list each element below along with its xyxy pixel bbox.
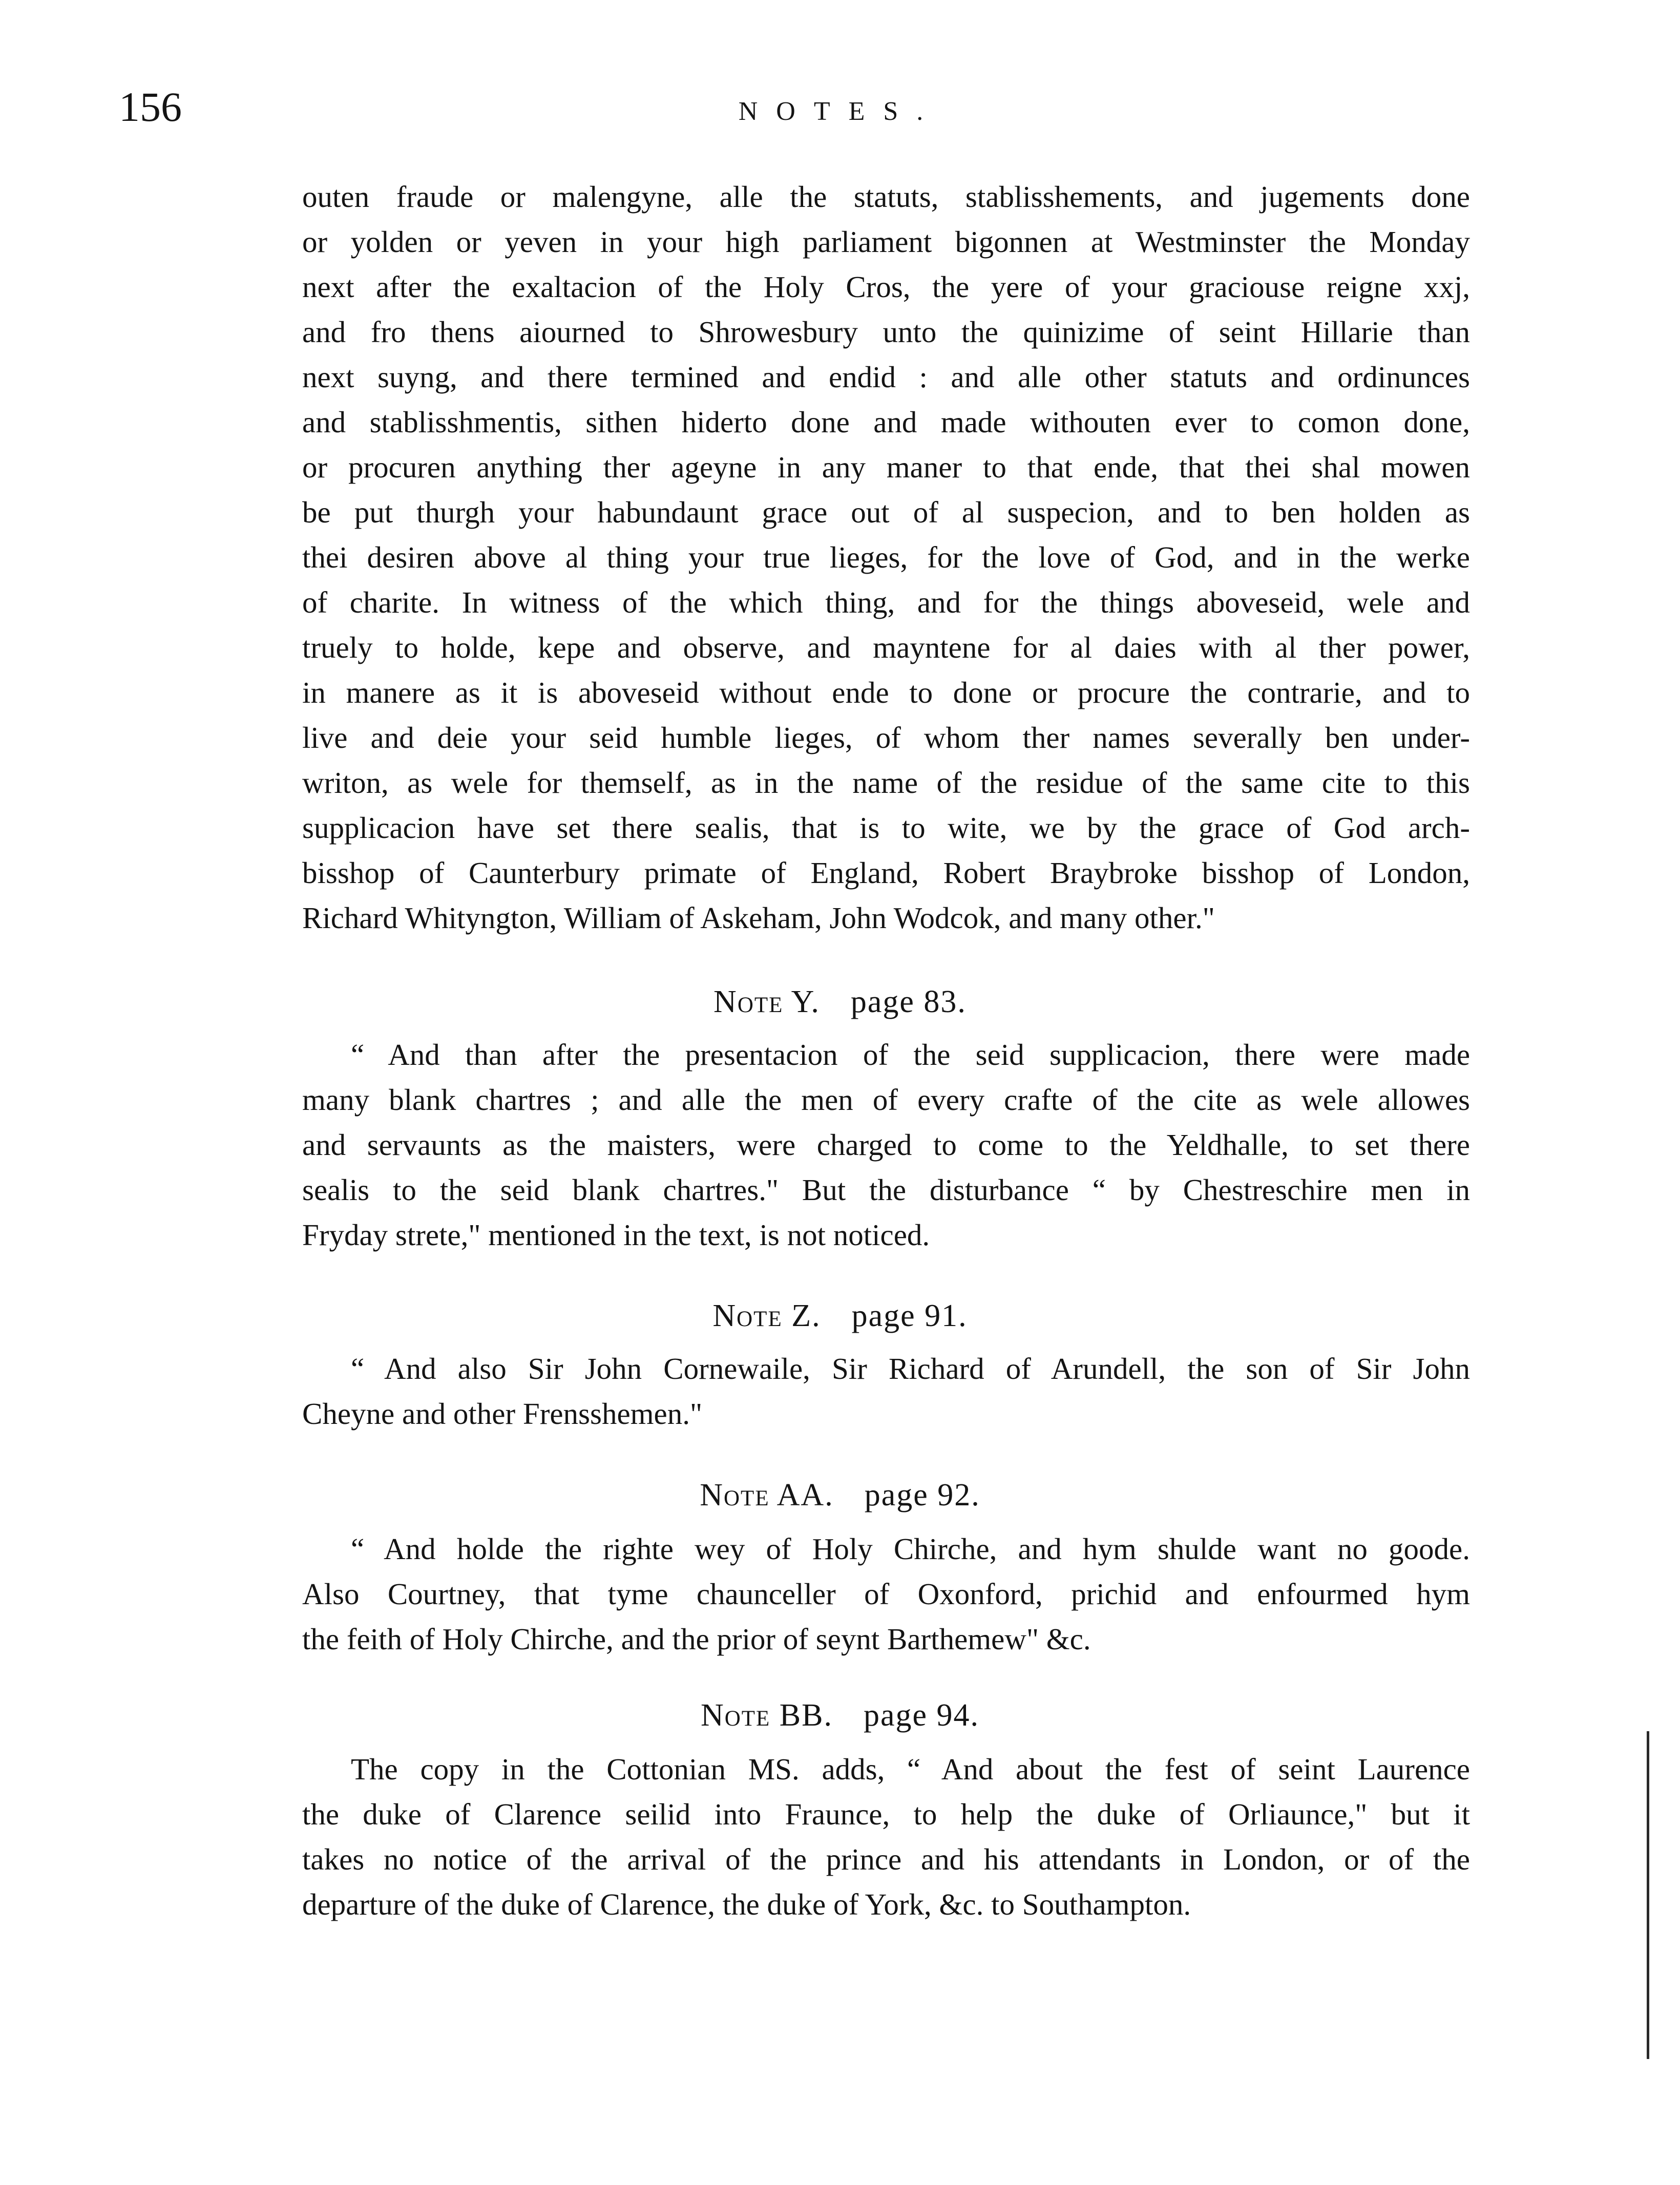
note-page-ref: page 94. <box>864 1698 980 1733</box>
note-label: Note Y. <box>713 984 820 1019</box>
text-line: and fro thens aiourned to Shrowesbury unto the quinizime of seint Hillarie than <box>302 315 1470 349</box>
text-line: next after the exaltacion of the Holy Cros, the yere of your graciouse reigne xxj, <box>302 270 1470 304</box>
note-page-ref: page 91. <box>851 1298 968 1333</box>
note-heading <box>0 1300 1680 1332</box>
text-line: departure of the duke of Clarence, the duke of York, &c. to Southampton. <box>302 1887 1191 1921</box>
note-heading <box>0 1479 1680 1511</box>
note-page-ref: page 92. <box>864 1478 980 1512</box>
note-paragraph <box>302 1032 1470 1257</box>
text-line: truely to holde, kepe and observe, and mayntene for al daies with al ther power, <box>302 631 1470 664</box>
text-line: Cheyne and other Frensshemen." <box>302 1397 703 1431</box>
text-line: many blank chartres ; and alle the men of every crafte of the cite as wele allowes <box>302 1083 1470 1117</box>
text-line: and servaunts as the maisters, were charged to come to the Yeldhalle, to set there <box>302 1128 1470 1162</box>
note-heading <box>0 986 1680 1018</box>
margin-rule <box>1647 1731 1649 2059</box>
text-line: “ And holde the righte wey of Holy Chirche, and hym shulde want no goode. <box>351 1532 1470 1566</box>
text-line: Richard Whityngton, William of Askeham, John Wodcok, and many other." <box>302 901 1215 935</box>
text-line: “ And also Sir John Cornewaile, Sir Richard of Arundell, the son of Sir John <box>351 1352 1470 1385</box>
text-line: live and deie your seid humble lieges, of whom ther names severally ben under- <box>302 721 1470 754</box>
text-line: or procuren anything ther ageyne in any maner to that ende, that thei shal mowen <box>302 450 1470 484</box>
text-line: writon, as wele for themself, as in the name of the residue of the same cite to this <box>302 766 1470 800</box>
note-heading <box>0 1699 1680 1731</box>
text-line: the feith of Holy Chirche, and the prior of seynt Barthemew" &c. <box>302 1622 1091 1656</box>
text-line: supplicacion have set there sealis, that is to wite, we by the grace of God arch- <box>302 811 1470 845</box>
text-line: takes no notice of the arrival of the prince and his attendants in London, or of the <box>302 1842 1470 1876</box>
page-number: 156 <box>119 83 182 130</box>
running-head: NOTES. <box>738 97 942 126</box>
note-paragraph <box>302 1747 1470 1927</box>
text-line: Fryday strete," mentioned in the text, is not noticed. <box>302 1218 930 1252</box>
note-label: Note BB. <box>700 1698 833 1733</box>
note-page-ref: page 83. <box>850 984 967 1019</box>
text-line: The copy in the Cottonian MS. adds, “ And about the fest of seint Laurence <box>351 1752 1470 1786</box>
continuation-paragraph <box>302 174 1470 940</box>
text-line: outen fraude or malengyne, alle the statuts, stablisshements, and jugements done <box>302 180 1470 214</box>
note-label: Note AA. <box>700 1478 834 1512</box>
text-line: the duke of Clarence seilid into Fraunce, to help the duke of Orliaunce," but it <box>302 1797 1470 1831</box>
text-line: next suyng, and there termined and endid : and alle other statuts and ordinunces <box>302 360 1470 394</box>
text-line: in manere as it is aboveseid without ende to done or procure the contrarie, and to <box>302 676 1470 709</box>
text-line: of charite. In witness of the which thing, and for the things aboveseid, wele and <box>302 585 1470 619</box>
text-line: and stablisshmentis, sithen hiderto done and made withouten ever to comon done, <box>302 405 1470 439</box>
text-line: thei desiren above al thing your true lieges, for the love of God, and in the werke <box>302 540 1470 574</box>
note-label: Note Z. <box>712 1298 821 1333</box>
text-line: bisshop of Caunterbury primate of England, Robert Braybroke bisshop of London, <box>302 856 1470 890</box>
text-line: Also Courtney, that tyme chaunceller of Oxonford, prichid and enfourmed hym <box>302 1577 1470 1611</box>
text-line: be put thurgh your habundaunt grace out of al suspecion, and to ben holden as <box>302 495 1470 529</box>
note-paragraph <box>302 1346 1470 1436</box>
text-line: or yolden or yeven in your high parliament bigonnen at Westminster the Monday <box>302 225 1470 259</box>
text-line: “ And than after the presentacion of the seid supplicacion, there were made <box>351 1038 1470 1072</box>
note-paragraph <box>302 1526 1470 1662</box>
text-line: sealis to the seid blank chartres." But the disturbance “ by Chestreschire men in <box>302 1173 1470 1207</box>
